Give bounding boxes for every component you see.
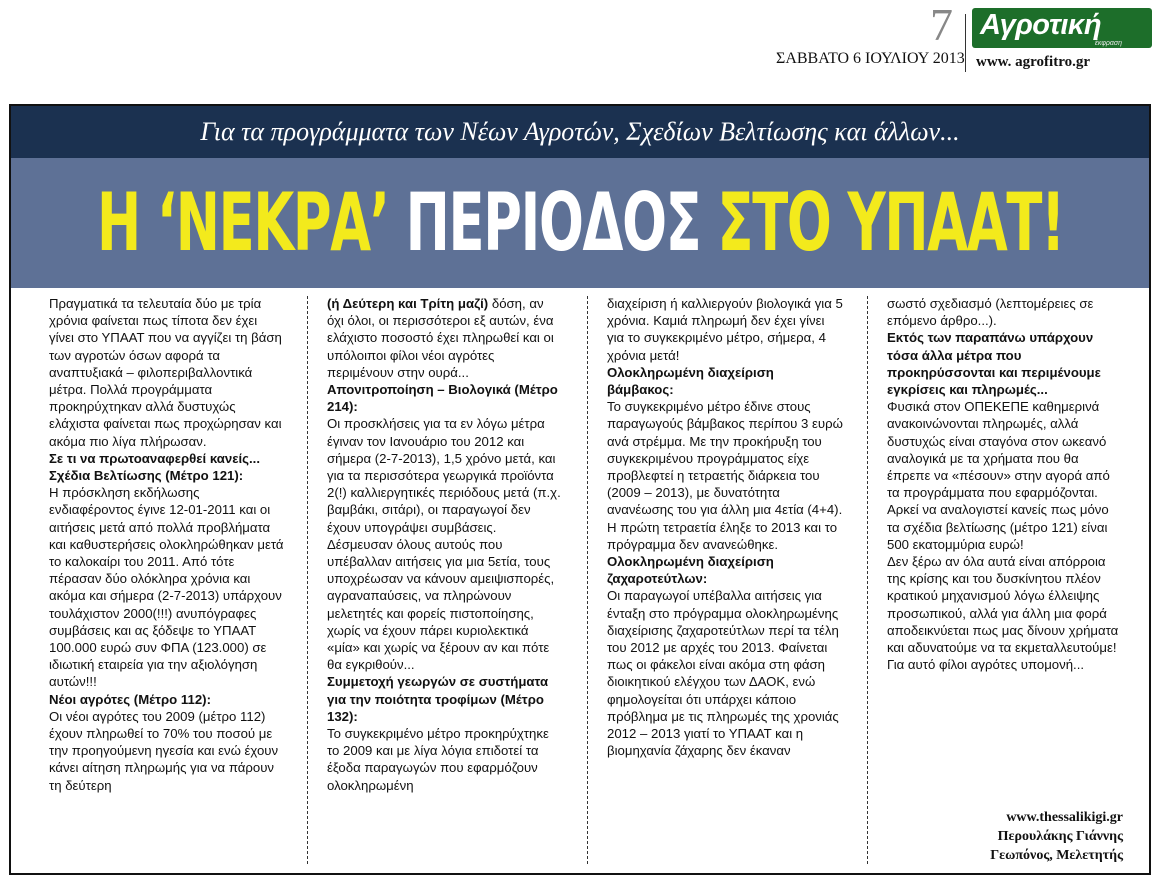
article xyxy=(9,104,1151,875)
subheading: Συμμετοχή γεωργών σε συστήματα για την ποιότητα τροφίμων (Μέτρο 132): xyxy=(327,674,549,724)
article-paragraph xyxy=(607,398,843,553)
article-paragraph xyxy=(607,587,843,759)
newspaper-logo xyxy=(972,8,1152,48)
headline-part-2: ΠΕΡΙΟΔΟΣ xyxy=(405,176,700,269)
paragraph-text: Δεν ξέρω αν όλα αυτά είναι απόρροια της κρίσης και του δυσκίνητου πλέον κρατικού μηχανισμού λόγω έλλειψης προσωπικού, αλλά για άλλη μια φορά αποδεικνύεται πως μας δίνουν χρήματα και αδυνατούμε να τα εκμεταλλευτούμε! xyxy=(887,554,1119,656)
subheading: (ή Δεύτερη και Τρίτη μαζί) xyxy=(327,296,489,311)
logo-subtitle: έκφραση xyxy=(1094,40,1122,47)
article-paragraph xyxy=(887,656,1123,673)
author-signature xyxy=(887,808,1123,865)
article-paragraph xyxy=(49,691,285,708)
paragraph-text: Η πρόσκληση εκδήλωσης ενδιαφέροντος έγινε 12-01-2011 και οι αιτήσεις μετά από πολλά προβλήματα και καθυστερήσεις ολοκληρώθηκαν μετά το καλοκαίρι του 2011. Από τότε πέρασαν δύο ολόκληρα χρόνια και ακόμα και σήμερα (2-7-2013) υπάρχουν τουλάχιστον 2000(!!!) ανυπόγραφες συμβάσεις και ας ξόδεψε το ΥΠΑΑΤ 100.000 ευρώ συν ΦΠΑ (123.000) σε ιδιωτική εταιρεία για την αξιολόγηση αυτών!!! xyxy=(49,485,284,690)
article-paragraph xyxy=(887,398,1123,553)
kicker-text: Για τα προγράμματα των Νέων Αγροτών, Σχεδίων Βελτίωσης και άλλων... xyxy=(200,117,960,146)
paragraph-text: διαχείριση ή καλλιεργούν βιολογικά για 5 χρόνια. Καμιά πληρωμή δεν έχει γίνει για το συγκεκριμένο μέτρο, σήμερα, 4 χρόνια μετά! xyxy=(607,296,843,363)
article-column-4 xyxy=(887,295,1123,673)
subheading: Ολοκληρωμένη διαχείριση βάμβακος: xyxy=(607,364,774,398)
article-paragraph xyxy=(327,725,563,794)
article-paragraph xyxy=(327,673,563,725)
headline-part-1: Η ‘ΝΕΚΡΑ’ xyxy=(96,176,389,269)
article-column-1 xyxy=(49,295,285,794)
column-divider xyxy=(307,296,308,864)
paragraph-text: Οι νέοι αγρότες του 2009 (μέτρο 112) έχουν πληρωθεί το 70% του ποσού με την προηγούμενη ηγεσία και ενώ έχουν κάνει αίτηση πληρωμής για να πάρουν τη δεύτερη xyxy=(49,708,279,793)
article-paragraph xyxy=(49,708,285,794)
headline xyxy=(96,176,1064,269)
header-divider xyxy=(965,14,966,72)
article-paragraph xyxy=(49,295,285,450)
article-paragraph xyxy=(49,450,285,467)
author-name: Περουλάκης Γιάννης xyxy=(997,829,1123,844)
subheading: Ολοκληρωμένη διαχείριση ζαχαροτεύτλων: xyxy=(607,554,774,587)
subheading: Απονιτροποίηση – Βιολογικά (Μέτρο 214): xyxy=(327,382,558,415)
article-paragraph xyxy=(327,295,563,381)
paragraph-text: σωστό σχεδιασμό (λεπτομέρειες σε επόμενο άρθρο...). xyxy=(887,296,1094,329)
paragraph-text: δόση, αν όχι όλοι, οι περισσότεροι εξ αυτών, ένα ελάχιστο ποσοστό έχει πληρωθεί και οι υπόλοιποι φίλοι νέοι αγρότες περιμένουν στην ουρά... xyxy=(327,296,554,380)
headline-part-3: ΣΤΟ ΥΠΑΑΤ! xyxy=(717,176,1064,269)
author-url: www.thessalikigi.gr xyxy=(1006,810,1123,825)
paragraph-text: Για αυτό φίλοι αγρότες υπομονή... xyxy=(887,657,1085,673)
article-paragraph xyxy=(327,381,563,415)
article-paragraph xyxy=(887,295,1123,329)
subheading: Εκτός των παραπάνω υπάρχουν τόσα άλλα μέτρα που προκηρύσσονται και περιμένουμε εγκρίσεις και πληρωμές... xyxy=(887,330,1101,398)
article-column-3 xyxy=(607,295,843,759)
paragraph-text: Πραγματικά τα τελευταία δύο με τρία χρόνια φαίνεται πως τίποτα δεν έχει γίνει στο ΥΠΑΑΤ που να αγγίζει τη βάση των αγροτών όσων αφορά τα αναπτυξιακά – φιλοπεριβαλλοντικά μέτρα. Πολλά προγράμματα προκηρύχτηκαν αλλά δυστυχώς ελάχιστα φαίνεται πως προχώρησαν και ακόμα πιο λίγα πλήρωσαν. xyxy=(49,296,282,449)
logo-title: Αγροτική xyxy=(980,9,1102,41)
paragraph-text: Οι παραγωγοί υπέβαλλα αιτήσεις για ένταξη στο πρόγραμμα ολοκληρωμένης διαχείρισης ζαχαροτεύτλων περί τα τέλη του 2012 με αρχές του 2013. Φαίνεται πως οι φάκελοι είναι ακόμα στη φάση διοικητικού ελέγχου των ΔΑΟΚ, ενώ φημολογείται ότι υπάρχει κάποιο πρόβλημα με τις πληρωμές της χρονιάς 2012 – 2013 γιατί το ΥΠΑΑΤ και η βιομηχανία ζάχαρης δεν έκαναν xyxy=(607,588,839,759)
author-title: Γεωπόνος, Μελετητής xyxy=(990,848,1123,863)
column-divider xyxy=(587,296,588,864)
issue-date: ΣΑΒΒΑΤΟ 6 ΙΟΥΛΙΟΥ 2013 xyxy=(776,50,965,67)
page-number: 7 xyxy=(930,0,953,50)
paragraph-text: Το συγκεκριμένο μέτρο προκηρύχτηκε το 2009 και με λίγα λόγια επιδοτεί τα έξοδα παραγωγών που εφαρμόζουν ολοκληρωμένη xyxy=(327,726,549,793)
subheading: Σε τι να πρωτοαναφερθεί κανείς... xyxy=(49,450,260,466)
article-paragraph xyxy=(607,364,843,398)
paragraph-text: Φυσικά στον ΟΠΕΚΕΠΕ καθημερινά ανακοινώνονται πληρωμές, αλλά δυστυχώς είναι σταγόνα στον ωκεανό αναλογικά με τα χρήματα που θα έπρεπε να «πέσουν» στην αγορά από τα προγράμματα που εφαρμόζονται. Αρκεί να αναλογιστεί κανείς πως μόνο τα σχέδια βελτίωσης (μέτρο 121) είναι 500 εκατομμύρια ευρώ! xyxy=(887,399,1110,552)
website-url: www. agrofitro.gr xyxy=(976,54,1091,70)
article-paragraph xyxy=(887,329,1123,398)
article-paragraph xyxy=(607,295,843,364)
paragraph-text: Οι προσκλήσεις για τα εν λόγω μέτρα έγιναν τον Ιανουάριο του 2012 και σήμερα (2-7-2013), 1,5 χρόνο μετά, και για τα περισσότερα γεωργικά προϊόντα 2(!) καλλιεργητικές περιόδους μετά (π.χ. βαμβάκι, σιτάρι), οι παραγωγοί δεν έχουν υπογράψει συμβάσεις. Δέσμευσαν όλους αυτούς που υπέβαλλαν αιτήσεις για μια 5ετία, τους υποχρέωσαν να κάνουν αμειψισπορές, αγραναπαύσεις, να πληρώνουν μελετητές και φορείς πιστοποίησης, χωρίς να έχουν πάρει κυριολεκτικά «μία» και χωρίς να ξέρουν αν και πότε θα εγκριθούν... xyxy=(327,416,561,673)
article-paragraph xyxy=(49,467,285,484)
article-column-2 xyxy=(327,295,563,794)
article-kicker xyxy=(11,106,1149,158)
article-paragraph xyxy=(49,484,285,690)
paragraph-text: Το συγκεκριμένο μέτρο έδινε στους παραγωγούς βάμβακος περίπου 3 ευρώ ανά στρέμμα. Με την προκήρυξη του συγκεκριμένου προγράμματος είχε προβλεφτεί η τετραετής διάρκεια του (2009 – 2013), με δυνατότητα ανανέωσης του για άλλη μια 4ετία (4+4). Η πρώτη τετραετία έληξε το 2013 και το πρόγραμμα δεν ανανεώθηκε. xyxy=(607,399,843,552)
article-paragraph xyxy=(607,553,843,587)
subheading: Σχέδια Βελτίωσης (Μέτρο 121): xyxy=(49,468,244,484)
article-paragraph xyxy=(887,553,1123,656)
subheading: Νέοι αγρότες (Μέτρο 112): xyxy=(49,691,211,707)
column-divider xyxy=(867,296,868,864)
headline-band xyxy=(11,158,1149,288)
article-paragraph xyxy=(327,415,563,673)
